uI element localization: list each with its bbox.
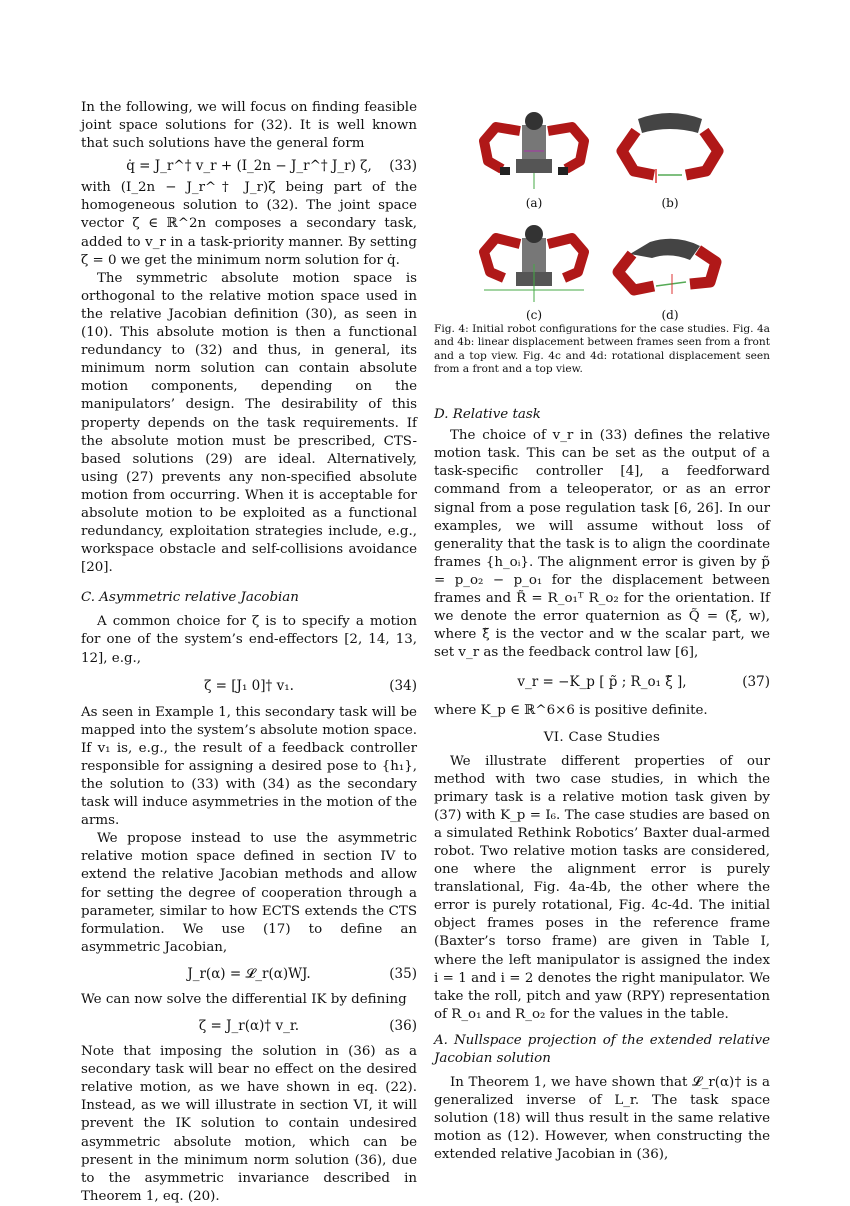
equation-35	[81, 957, 417, 991]
robot-image-c	[474, 224, 594, 304]
paragraph: The symmetric absolute motion space is orthogonal to the relative motion space used in the relative Jacobian definition (30), as seen in (10). This absolute motion is then a functional redundancy to (32) and thus, in general, its minimum norm solution can contain absolute motion components, depending on the manipulators’ design. The desirability of this property depends on the task requirements. If the absolute motion must be prescribed, CTS-based solutions (29) are ideal. Alternatively, using (27) prevents any non-specified absolute motion from occurring. When it is acceptable for absolute motion to be exploited as a functional redundancy, exploitation strategies include, e.g., workspace obstacle and self-collisions avoidance [20].	[81, 270, 417, 576]
paragraph: As seen in Example 1, this secondary task will be mapped into the system’s absolute motion space. If v₁ is, e.g., the result of a feedback controller responsible for assigning a desired pose to {h₁}, the solution to (33) with (34) as the secondary task will induce asymmetries in the motion of the arms.	[81, 704, 417, 829]
paragraph: We illustrate different properties of our method with two case studies, in which the primary task is a relative motion task given by (37) with K_p = I₆. The case studies are based on a simulated Rethink Robotics’ Baxter dual-armed robot. Two relative motion tasks are considered, one where the alignment error is purely translational, Fig. 4a-4b, the other where the error is purely rotational, Fig. 4c-4d. The initial object frames poses in the reference frame (Baxter’s torso frame) are given in Table I, where the left manipulator is assigned the index i = 1 and i = 2 denotes the right manipulator. We take the roll, pitch and yaw (RPY) representation of R_o₁ and R_o₂ for the values in the table.	[434, 753, 770, 1022]
subfigure-label-c: (c)	[525, 308, 543, 322]
paragraph: A common choice for ζ is to specify a motion for one of the system’s end-effectors [2, 14, 13, 12], e.g.,	[81, 614, 417, 666]
section-heading: VI. Case Studies	[543, 729, 661, 745]
paragraph: In the following, we will focus on finding feasible joint space solutions for (32). It is well known that such solutions have the general form	[81, 100, 417, 152]
equation-text: q̇ = J_r^† v_r + (I_2n − J_r^† J_r) ζ,	[126, 158, 372, 175]
paragraph: We can now solve the differential IK by defining	[81, 991, 407, 1007]
equation-number: (33)	[389, 158, 417, 175]
equation-number: (36)	[389, 1018, 417, 1035]
robot-image-a	[474, 111, 594, 191]
subfigure-label-b: (b)	[661, 196, 679, 210]
equation-36	[81, 1009, 417, 1043]
equation-number: (35)	[389, 965, 417, 982]
paragraph: We propose instead to use the asymmetric relative motion space defined in section IV to extend the relative Jacobian methods and allow for setting the degree of cooperation through a parameter, similar to how ECTS extends the CTS formulation. We use (17) to define an asymmetric Jacobian,	[81, 831, 417, 955]
robot-image-d	[610, 224, 730, 304]
equation-text: ζ = [J₁ 0]† v₁.	[204, 677, 294, 694]
equation-number: (37)	[742, 674, 770, 691]
paragraph: with (I_2n − J_r^† J_r)ζ being part of the homogeneous solution to (32). The joint space vector ζ ∈ ℝ^2n composes a secondary task, added to v_r in a task-priority manner. By setting ζ = 0 we get the minimum norm solution for q̇.	[81, 180, 417, 268]
equation-37	[434, 662, 770, 702]
subfigure-label-d: (d)	[661, 308, 679, 322]
equation-text: ζ = J_r(α)† v_r.	[198, 1018, 300, 1035]
paragraph: The choice of v_r in (33) defines the relative motion task. This can be set as the output of a task-specific controller [4], a feedforward command from a teleoperator, or as an error signal from a pose regulation task [6, 26]. In our examples, we will assume without loss of generality that the task is to align the coordinate frames {h_oᵢ}. The alignment error is given by p̃ = p_o₂ − p_o₁ for the displacement between frames and R̃ = R_o₁ᵀ R_o₂ for the orientation. If we denote the error quaternion as Q̃ = (ξ̃, w), where ξ̃ is the vector and w the scalar part, we set v_r as the feedback control law [6],	[434, 428, 770, 661]
paragraph: where K_p ∈ ℝ^6×6 is positive definite.	[434, 703, 708, 719]
paragraph: Note that imposing the solution in (36) as a secondary task will bear no effect on the desired relative motion, as we have shown in eq. (22). Instead, as we will illustrate in section VI, it will prevent the IK solution to contain undesired asymmetric absolute motion, which can be present in the minimum norm solution (36), due to the asymmetric invariance described in Theorem 1, eq. (20).	[81, 1044, 417, 1204]
equation-text: J_r(α) = 𝓛_r(α)WJ.	[187, 965, 311, 982]
equation-33	[81, 153, 417, 179]
figure-caption: Fig. 4: Initial robot configurations for the case studies. Fig. 4a and 4b: linear displacement between frames seen from a front and a top view. Fig. 4c and 4d: rotational displacement seen from a front and a top view.	[434, 323, 771, 375]
subsection-heading: A. Nullspace projection of the extended relative Jacobian solution	[434, 1032, 770, 1066]
right-column	[434, 99, 770, 1164]
equation-34	[81, 668, 417, 704]
equation-text: v_r = −K_p [ p̃ ; R_o₁ ξ̃ ],	[517, 674, 687, 691]
figure-4	[434, 99, 770, 323]
robot-image-b	[610, 111, 730, 191]
left-column	[81, 99, 417, 1206]
subsection-heading: D. Relative task	[434, 407, 541, 423]
subfigure-label-a: (a)	[525, 196, 543, 210]
paragraph: In Theorem 1, we have shown that 𝓛_r(α)† is a generalized inverse of L_r. The task space solution (18) will thus result in the same relative motion as (12). However, when constructing the extended relative Jacobian in (36),	[434, 1074, 770, 1163]
equation-number: (34)	[389, 677, 417, 694]
subsection-heading: C. Asymmetric relative Jacobian	[81, 590, 299, 606]
